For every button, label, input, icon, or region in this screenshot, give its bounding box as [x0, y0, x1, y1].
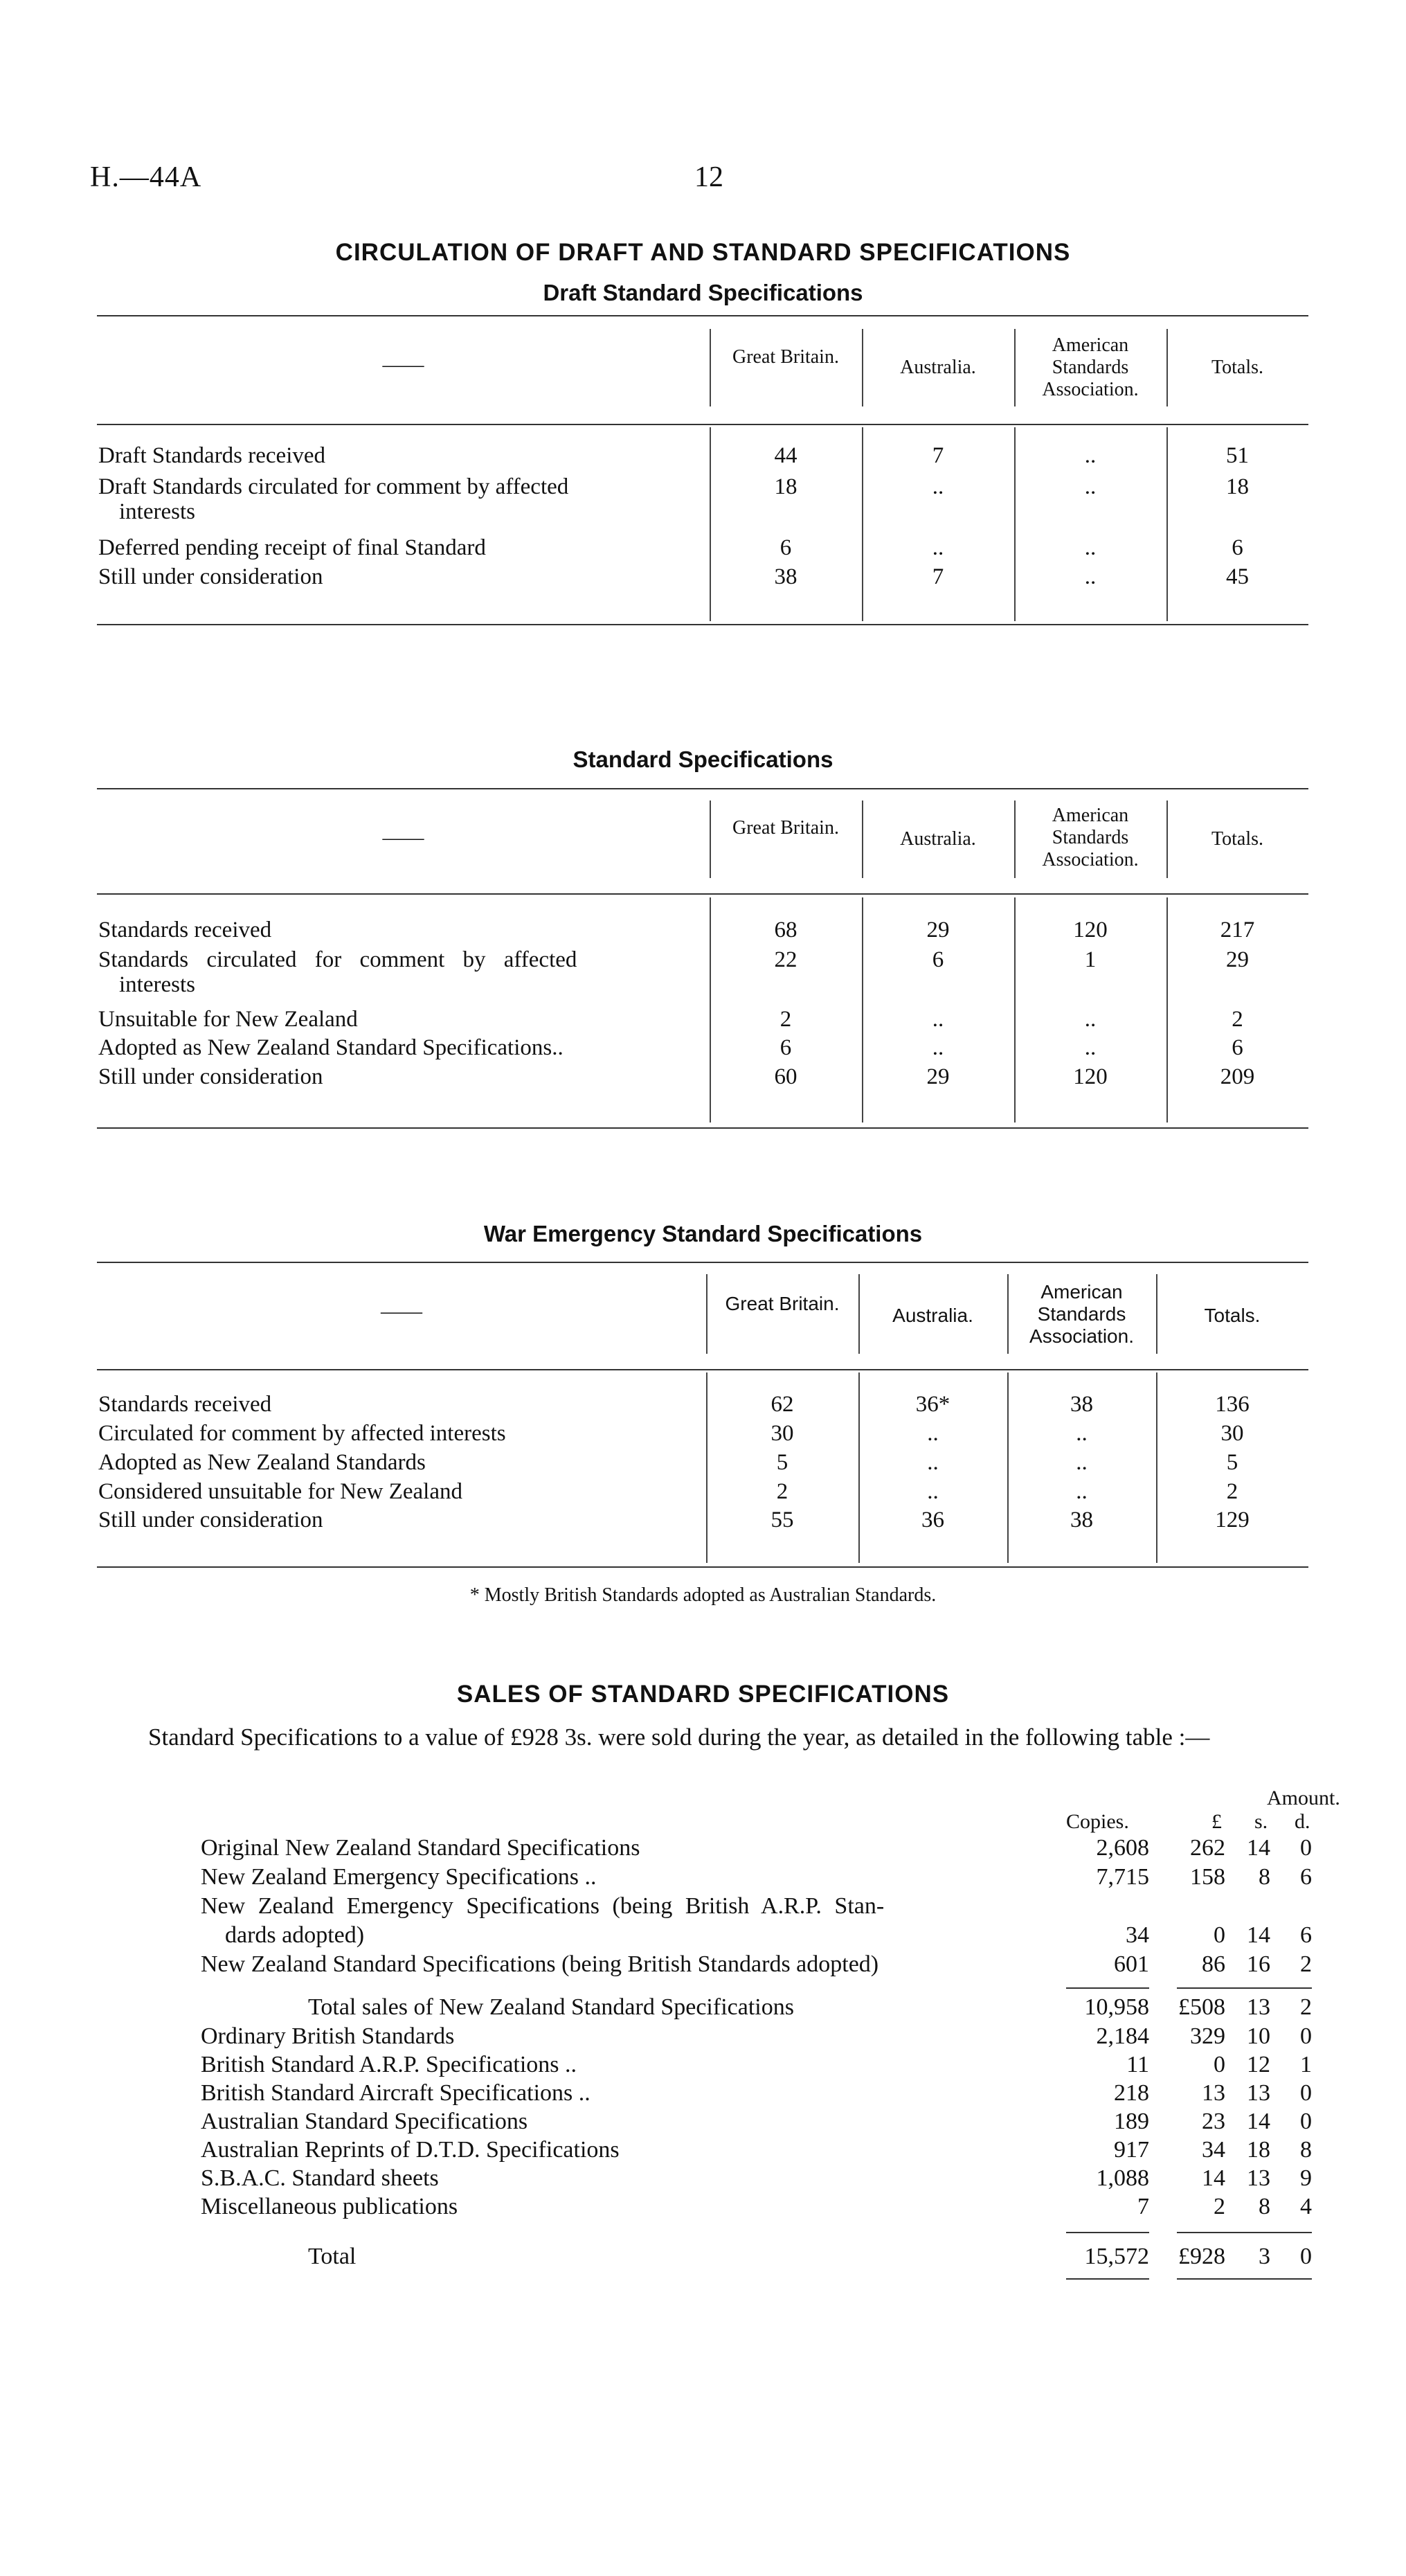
sales-row [97, 2165, 1315, 2194]
cell-asa: .. [1084, 535, 1097, 560]
col-asa: American Standards Association. [1042, 805, 1139, 870]
sales-subtotal-row [97, 1994, 1315, 2023]
sales-pounds: 34 [1202, 2137, 1225, 2163]
col-great-britain: Great Britain. [725, 1293, 840, 1314]
amount-header: Amount. [1267, 1787, 1340, 1809]
cell-total: 129 [1215, 1508, 1250, 1532]
table-row [97, 1064, 1308, 1092]
cell-asa: .. [1084, 564, 1097, 589]
table-head-rule [97, 1369, 1308, 1370]
row-label-continued: interests [119, 499, 195, 524]
sales-shillings: 8 [1259, 2194, 1270, 2219]
sales-pounds: 329 [1190, 2023, 1225, 2049]
sales-shillings: 13 [1247, 2080, 1270, 2106]
cell-total: 5 [1226, 1450, 1238, 1475]
sales-row [97, 1835, 1315, 1864]
document-reference: H.—44A [90, 161, 202, 193]
table-row [97, 1508, 1308, 1535]
sales-pence: 8 [1300, 2137, 1312, 2163]
cell-total: 18 [1226, 474, 1249, 499]
sales-pence: 0 [1300, 2023, 1312, 2049]
sales-shillings: 8 [1259, 1864, 1270, 1890]
row-label: Unsuitable for New Zealand [98, 1007, 358, 1032]
col-australia: Australia. [892, 1305, 973, 1326]
sales-copies: 2,608 [1096, 1835, 1149, 1861]
header-dash: —— [382, 353, 424, 376]
sales-shillings: 12 [1247, 2052, 1270, 2077]
col-divider [710, 800, 711, 878]
cell-gb: 2 [779, 1007, 792, 1032]
cell-gb: 18 [774, 474, 797, 499]
table-row [97, 947, 1308, 997]
row-label: Adopted as New Zealand Standard Specifications.. [98, 1035, 564, 1060]
cell-total: 29 [1226, 947, 1249, 972]
sales-copies: 601 [1114, 1951, 1149, 1977]
table-head-rule [97, 424, 1308, 425]
table-head-rule [97, 893, 1308, 895]
sales-pence: 0 [1300, 2080, 1312, 2106]
sales-row [97, 1864, 1315, 1893]
cell-au: .. [932, 535, 944, 560]
sales-pounds: 23 [1202, 2109, 1225, 2134]
sales-row [97, 2194, 1315, 2223]
sales-pounds: 14 [1202, 2165, 1225, 2191]
cell-gb: 55 [770, 1508, 794, 1532]
sales-copies: 189 [1114, 2109, 1149, 2134]
sales-row [97, 2080, 1315, 2109]
sales-title: SALES OF STANDARD SPECIFICATIONS [456, 1681, 950, 1708]
row-label-continued: interests [119, 972, 195, 997]
total-pence: 0 [1300, 2244, 1312, 2269]
cell-total: 6 [1232, 1035, 1243, 1060]
main-title: CIRCULATION OF DRAFT AND STANDARD SPECIFICATIONS [335, 239, 1071, 266]
row-label: Standards received [98, 1392, 272, 1417]
cell-au: 36* [915, 1392, 950, 1417]
sales-row-label-continued: dards adopted) [225, 1922, 365, 1948]
col-totals: Totals. [1204, 1305, 1261, 1326]
table-top-rule [97, 315, 1308, 316]
sales-intro: Standard Specifications to a value of £928 3s. were sold during the year, as detailed in the following table :— [148, 1724, 1210, 1751]
cell-gb: 6 [779, 535, 792, 560]
sales-row-label: British Standard A.R.P. Specifications .. [201, 2052, 577, 2077]
subtotal-label: Total sales of New Zealand Standard Specifications [308, 1994, 794, 2020]
sales-row-label: S.B.A.C. Standard sheets [201, 2165, 439, 2191]
table-row [97, 564, 1308, 592]
col-totals: Totals. [1211, 357, 1264, 378]
col-australia: Australia. [900, 357, 976, 378]
sales-pence: 6 [1300, 1864, 1312, 1890]
col-australia: Australia. [900, 828, 976, 850]
sales-row [97, 2137, 1315, 2166]
col-asa: American Standards Association. [1029, 1281, 1134, 1347]
sales-pounds: 13 [1202, 2080, 1225, 2106]
row-label: Still under consideration [98, 564, 323, 589]
total-rule [1066, 2232, 1149, 2233]
sales-pence: 1 [1300, 2052, 1312, 2077]
sales-pounds: 0 [1214, 1922, 1225, 1948]
table1-title: Draft Standard Specifications [543, 280, 863, 305]
sales-row-label: New Zealand Emergency Specifications (being British A.R.P. Stan- [201, 1893, 885, 1919]
cell-total: 2 [1226, 1479, 1238, 1504]
sales-copies: 2,184 [1096, 2023, 1149, 2049]
cell-total: 217 [1220, 918, 1255, 942]
sales-copies: 218 [1114, 2080, 1149, 2106]
row-label: Considered unsuitable for New Zealand [98, 1479, 463, 1504]
total-underline [1177, 2278, 1312, 2280]
sales-shillings: 10 [1247, 2023, 1270, 2049]
row-label: Still under consideration [98, 1508, 323, 1532]
cell-total: 45 [1226, 564, 1249, 589]
sales-pounds: 262 [1190, 1835, 1225, 1861]
page-number: 12 [694, 161, 723, 193]
cell-au: .. [927, 1421, 939, 1446]
sales-row-label: Australian Standard Specifications [201, 2109, 528, 2134]
total-shillings: 3 [1259, 2244, 1270, 2269]
subtotal-pounds: £508 [1178, 1994, 1225, 2020]
sales-shillings: 14 [1247, 2109, 1270, 2134]
cell-au: .. [932, 474, 944, 499]
row-label: Standards received [98, 918, 272, 942]
cell-gb: 60 [774, 1064, 797, 1089]
table-row [97, 1007, 1308, 1035]
sales-copies: 34 [1126, 1922, 1149, 1948]
sales-row [97, 1893, 1315, 1951]
sales-pounds: 0 [1214, 2052, 1225, 2077]
table-bottom-rule [97, 1566, 1308, 1568]
cell-total: 136 [1215, 1392, 1250, 1417]
sales-row [97, 2023, 1315, 2052]
sales-pence: 9 [1300, 2165, 1312, 2191]
cell-total: 2 [1232, 1007, 1243, 1032]
table-row [97, 1421, 1308, 1449]
header-dash: —— [381, 1300, 422, 1323]
sales-row-label: New Zealand Standard Specifications (being British Standards adopted) [201, 1951, 879, 1977]
subtotal-shillings: 13 [1247, 1994, 1270, 2020]
header-dash: —— [382, 826, 424, 849]
cell-asa: .. [1076, 1421, 1088, 1446]
cell-asa: 120 [1073, 918, 1108, 942]
cell-gb: 22 [774, 947, 797, 972]
sales-pence: 2 [1300, 1951, 1312, 1977]
cell-gb: 38 [774, 564, 797, 589]
cell-au: 36 [921, 1508, 944, 1532]
sales-row-label: New Zealand Emergency Specifications .. [201, 1864, 597, 1890]
cell-au: .. [932, 1007, 944, 1032]
table-row [97, 1450, 1308, 1478]
cell-asa: .. [1084, 1007, 1097, 1032]
cell-asa: .. [1084, 474, 1097, 499]
cell-asa: .. [1084, 1035, 1097, 1060]
sales-pounds: 2 [1214, 2194, 1225, 2219]
cell-gb: 6 [779, 1035, 792, 1060]
cell-asa: .. [1076, 1450, 1088, 1475]
sales-shillings: 18 [1247, 2137, 1270, 2163]
sales-copies: 1,088 [1096, 2165, 1149, 2191]
pounds-header: £ [1211, 1810, 1222, 1833]
cell-asa: 120 [1073, 1064, 1108, 1089]
subtotal-pence: 2 [1300, 1994, 1312, 2020]
sales-copies: 11 [1126, 2052, 1149, 2077]
table-row [97, 1035, 1308, 1063]
sales-pounds: 86 [1202, 1951, 1225, 1977]
sales-total-row [97, 2244, 1315, 2273]
cell-gb: 62 [770, 1392, 794, 1417]
sales-copies: 917 [1114, 2137, 1149, 2163]
row-label: Circulated for comment by affected interests [98, 1421, 506, 1446]
sales-row [97, 1951, 1315, 1980]
sales-row-label: Original New Zealand Standard Specifications [201, 1835, 640, 1861]
table-top-rule [97, 1262, 1308, 1263]
sales-row [97, 2109, 1315, 2138]
sales-pence: 0 [1300, 2109, 1312, 2134]
cell-total: 6 [1232, 535, 1243, 560]
sales-row [97, 2052, 1315, 2081]
row-label: Adopted as New Zealand Standards [98, 1450, 426, 1475]
cell-au: 29 [926, 918, 950, 942]
col-totals: Totals. [1211, 828, 1264, 850]
cell-au: 7 [932, 443, 944, 468]
row-label: Draft Standards circulated for comment by affected [98, 474, 569, 499]
sales-pence: 6 [1300, 1922, 1312, 1948]
pence-header: d. [1295, 1810, 1310, 1833]
sales-row-label: Ordinary British Standards [201, 2023, 455, 2049]
col-asa: American Standards Association. [1042, 334, 1139, 400]
cell-asa: 38 [1070, 1392, 1093, 1417]
sales-shillings: 14 [1247, 1835, 1270, 1861]
table-bottom-rule [97, 624, 1308, 625]
row-label: Deferred pending receipt of final Standard [98, 535, 486, 560]
cell-au: 29 [926, 1064, 950, 1089]
cell-au: .. [927, 1450, 939, 1475]
cell-gb: 2 [776, 1479, 788, 1504]
sales-row-label: Miscellaneous publications [201, 2194, 458, 2219]
row-label: Standards circulated for comment by affected [98, 947, 577, 972]
table3-title: War Emergency Standard Specifications [483, 1221, 923, 1246]
subtotal-rule [1177, 1987, 1312, 1989]
sales-row-label: Australian Reprints of D.T.D. Specifications [201, 2137, 620, 2163]
cell-total: 51 [1226, 443, 1249, 468]
subtotal-copies: 10,958 [1084, 1994, 1149, 2020]
table2-title: Standard Specifications [573, 746, 833, 772]
cell-au: 7 [932, 564, 944, 589]
cell-au: 6 [932, 947, 944, 972]
cell-asa: .. [1076, 1479, 1088, 1504]
sales-pence: 0 [1300, 1835, 1312, 1861]
table-row [97, 443, 1308, 471]
sales-copies: 7,715 [1096, 1864, 1149, 1890]
cell-asa: .. [1084, 443, 1097, 468]
sales-row-label: British Standard Aircraft Specifications .. [201, 2080, 591, 2106]
sales-shillings: 13 [1247, 2165, 1270, 2191]
cell-total: 209 [1220, 1064, 1255, 1089]
cell-gb: 30 [770, 1421, 794, 1446]
table3-footnote: * Mostly British Standards adopted as Australian Standards. [469, 1584, 937, 1606]
total-label: Total [308, 2244, 357, 2269]
table-top-rule [97, 788, 1308, 789]
sales-shillings: 16 [1247, 1951, 1270, 1977]
cell-gb: 44 [774, 443, 797, 468]
cell-gb: 68 [774, 918, 797, 942]
total-pounds: £928 [1178, 2244, 1225, 2269]
col-great-britain: Great Britain. [732, 346, 839, 368]
table-row [97, 474, 1308, 524]
table-row [97, 918, 1308, 945]
total-rule [1177, 2232, 1312, 2233]
subtotal-rule [1066, 1987, 1149, 1989]
col-great-britain: Great Britain. [732, 817, 839, 839]
table-row [97, 1479, 1308, 1507]
row-label: Still under consideration [98, 1064, 323, 1089]
sales-shillings: 14 [1247, 1922, 1270, 1948]
table-bottom-rule [97, 1127, 1308, 1129]
copies-header: Copies. [1066, 1810, 1129, 1833]
cell-au: .. [927, 1479, 939, 1504]
sales-pence: 4 [1300, 2194, 1312, 2219]
cell-total: 30 [1220, 1421, 1244, 1446]
sales-copies: 7 [1137, 2194, 1149, 2219]
table-row [97, 1392, 1308, 1420]
cell-asa: 38 [1070, 1508, 1093, 1532]
cell-au: .. [932, 1035, 944, 1060]
cell-asa: 1 [1084, 947, 1097, 972]
total-copies: 15,572 [1084, 2244, 1149, 2269]
sales-pounds: 158 [1190, 1864, 1225, 1890]
table-row [97, 535, 1308, 563]
total-underline [1066, 2278, 1149, 2280]
cell-gb: 5 [776, 1450, 788, 1475]
row-label: Draft Standards received [98, 443, 326, 468]
shillings-header: s. [1254, 1810, 1268, 1833]
